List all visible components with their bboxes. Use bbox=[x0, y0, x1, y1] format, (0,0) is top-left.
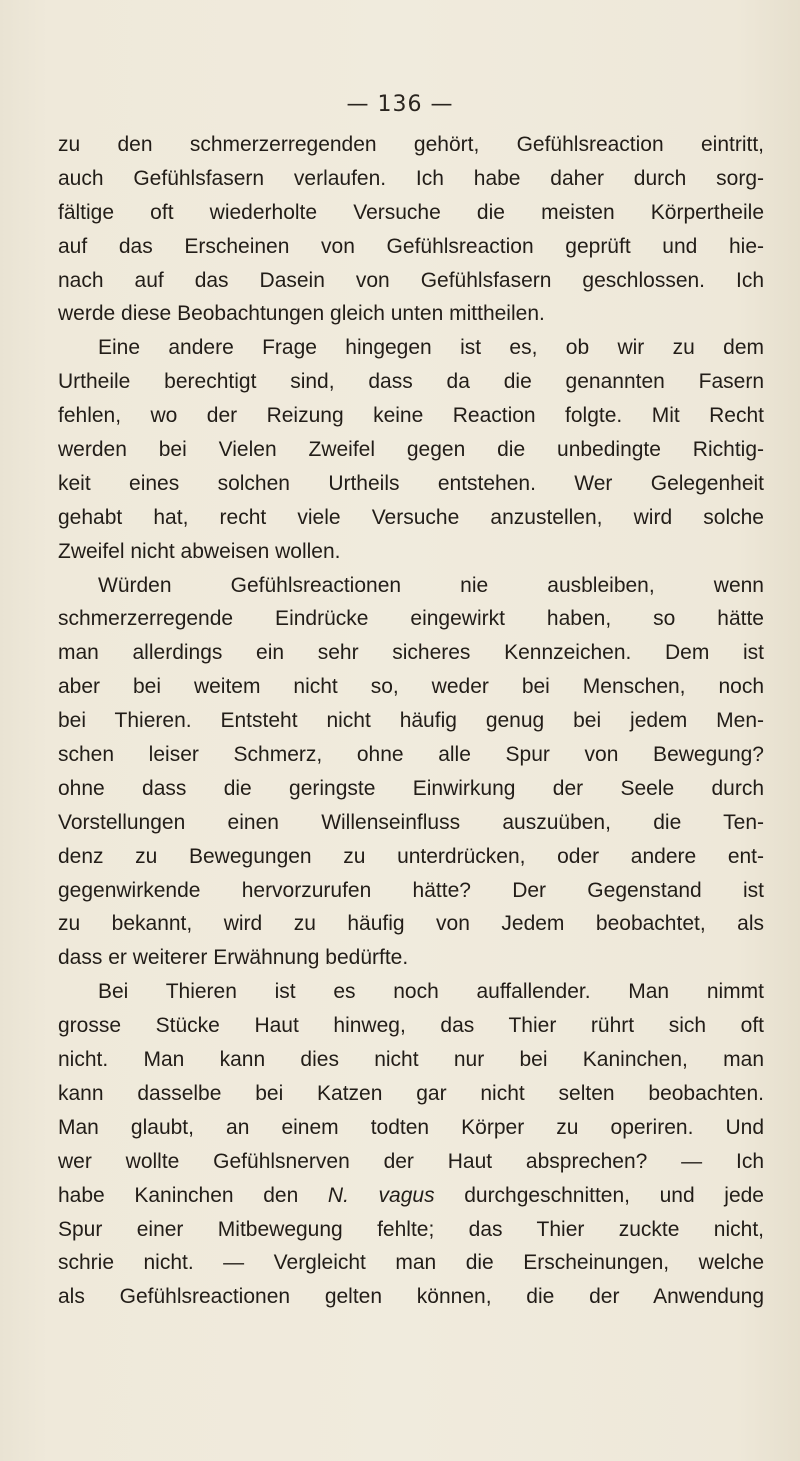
text-line: Man glaubt, an einem todten Körper zu operiren. Und bbox=[58, 1115, 764, 1139]
text-line: schrie nicht. — Vergleicht man die Erscheinungen, welche bbox=[58, 1251, 764, 1275]
text-line: gegenwirkende hervorzurufen hätte? Der Gegenstand ist bbox=[58, 878, 764, 902]
text-line: ohne dass die geringste Einwirkung der Seele durch bbox=[58, 776, 764, 800]
text-line: grosse Stücke Haut hinweg, das Thier rührt sich oft bbox=[58, 1014, 764, 1038]
text-segment: habe Kaninchen den bbox=[58, 1183, 328, 1207]
text-line: man allerdings ein sehr sicheres Kennzeichen. Dem ist bbox=[58, 641, 764, 665]
text-line: zu den schmerzerregenden gehört, Gefühlsreaction eintritt, bbox=[58, 133, 764, 156]
text-line: nach auf das Dasein von Gefühlsfasern geschlossen. Ich bbox=[58, 268, 764, 292]
text-line: fältige oft wiederholte Versuche die meisten Körpertheile bbox=[58, 200, 764, 224]
text-line: Vorstellungen einen Willenseinfluss auszuüben, die Ten- bbox=[58, 810, 764, 834]
text-line: zu bekannt, wird zu häufig von Jedem beobachtet, als bbox=[58, 912, 764, 936]
text-line: werden bei Vielen Zweifel gegen die unbedingte Richtig- bbox=[58, 438, 764, 462]
text-line: kann dasselbe bei Katzen gar nicht selten beobachten. bbox=[58, 1081, 764, 1105]
text-line: dass er weiterer Erwähnung bedürfte. bbox=[58, 946, 409, 970]
text-line: Würden Gefühlsreactionen nie ausbleiben, wenn bbox=[98, 573, 764, 597]
text-line-with-italic bbox=[58, 1179, 764, 1213]
text-line: Urtheile berechtigt sind, dass da die genannten Fasern bbox=[58, 370, 764, 394]
text-line: als Gefühlsreactionen gelten können, die der Anwendung bbox=[58, 1285, 764, 1309]
text-line: wer wollte Gefühlsnerven der Haut absprechen? — Ich bbox=[58, 1149, 764, 1173]
text-line: gehabt hat, recht viele Versuche anzustellen, wird solche bbox=[58, 505, 764, 529]
text-line: denz zu Bewegungen zu unterdrücken, oder andere ent- bbox=[58, 844, 764, 868]
text-line: auf das Erscheinen von Gefühlsreaction geprüft und hie- bbox=[58, 234, 764, 258]
text-line: auch Gefühlsfasern verlaufen. Ich habe daher durch sorg- bbox=[58, 166, 764, 190]
text-line: Zweifel nicht abweisen wollen. bbox=[58, 539, 341, 563]
text-line: schmerzerregende Eindrücke eingewirkt haben, so hätte bbox=[58, 607, 764, 631]
italic-term: N. vagus bbox=[327, 1183, 435, 1207]
text-line: fehlen, wo der Reizung keine Reaction folgte. Mit Recht bbox=[58, 404, 764, 428]
text-line: aber bei weitem nicht so, weder bei Menschen, noch bbox=[58, 675, 764, 699]
text-line: keit eines solchen Urtheils entstehen. Wer Gelegenheit bbox=[58, 471, 764, 495]
text-segment: durchgeschnitten, und jede bbox=[434, 1183, 764, 1207]
text-line: werde diese Beobachtungen gleich unten mittheilen. bbox=[58, 302, 545, 326]
text-line: bei Thieren. Entsteht nicht häufig genug bei jedem Men- bbox=[58, 709, 764, 733]
text-line: nicht. Man kann dies nicht nur bei Kaninchen, man bbox=[58, 1048, 764, 1072]
text-line: Eine andere Frage hingegen ist es, ob wir zu dem bbox=[98, 336, 764, 360]
page-number: — 136 — bbox=[346, 92, 454, 117]
text-line: Spur einer Mitbewegung fehlte; das Thier zuckte nicht, bbox=[58, 1217, 764, 1241]
text-line: schen leiser Schmerz, ohne alle Spur von Bewegung? bbox=[58, 743, 764, 767]
text-line: Bei Thieren ist es noch auffallender. Man nimmt bbox=[98, 980, 764, 1004]
body-text bbox=[58, 128, 764, 1314]
